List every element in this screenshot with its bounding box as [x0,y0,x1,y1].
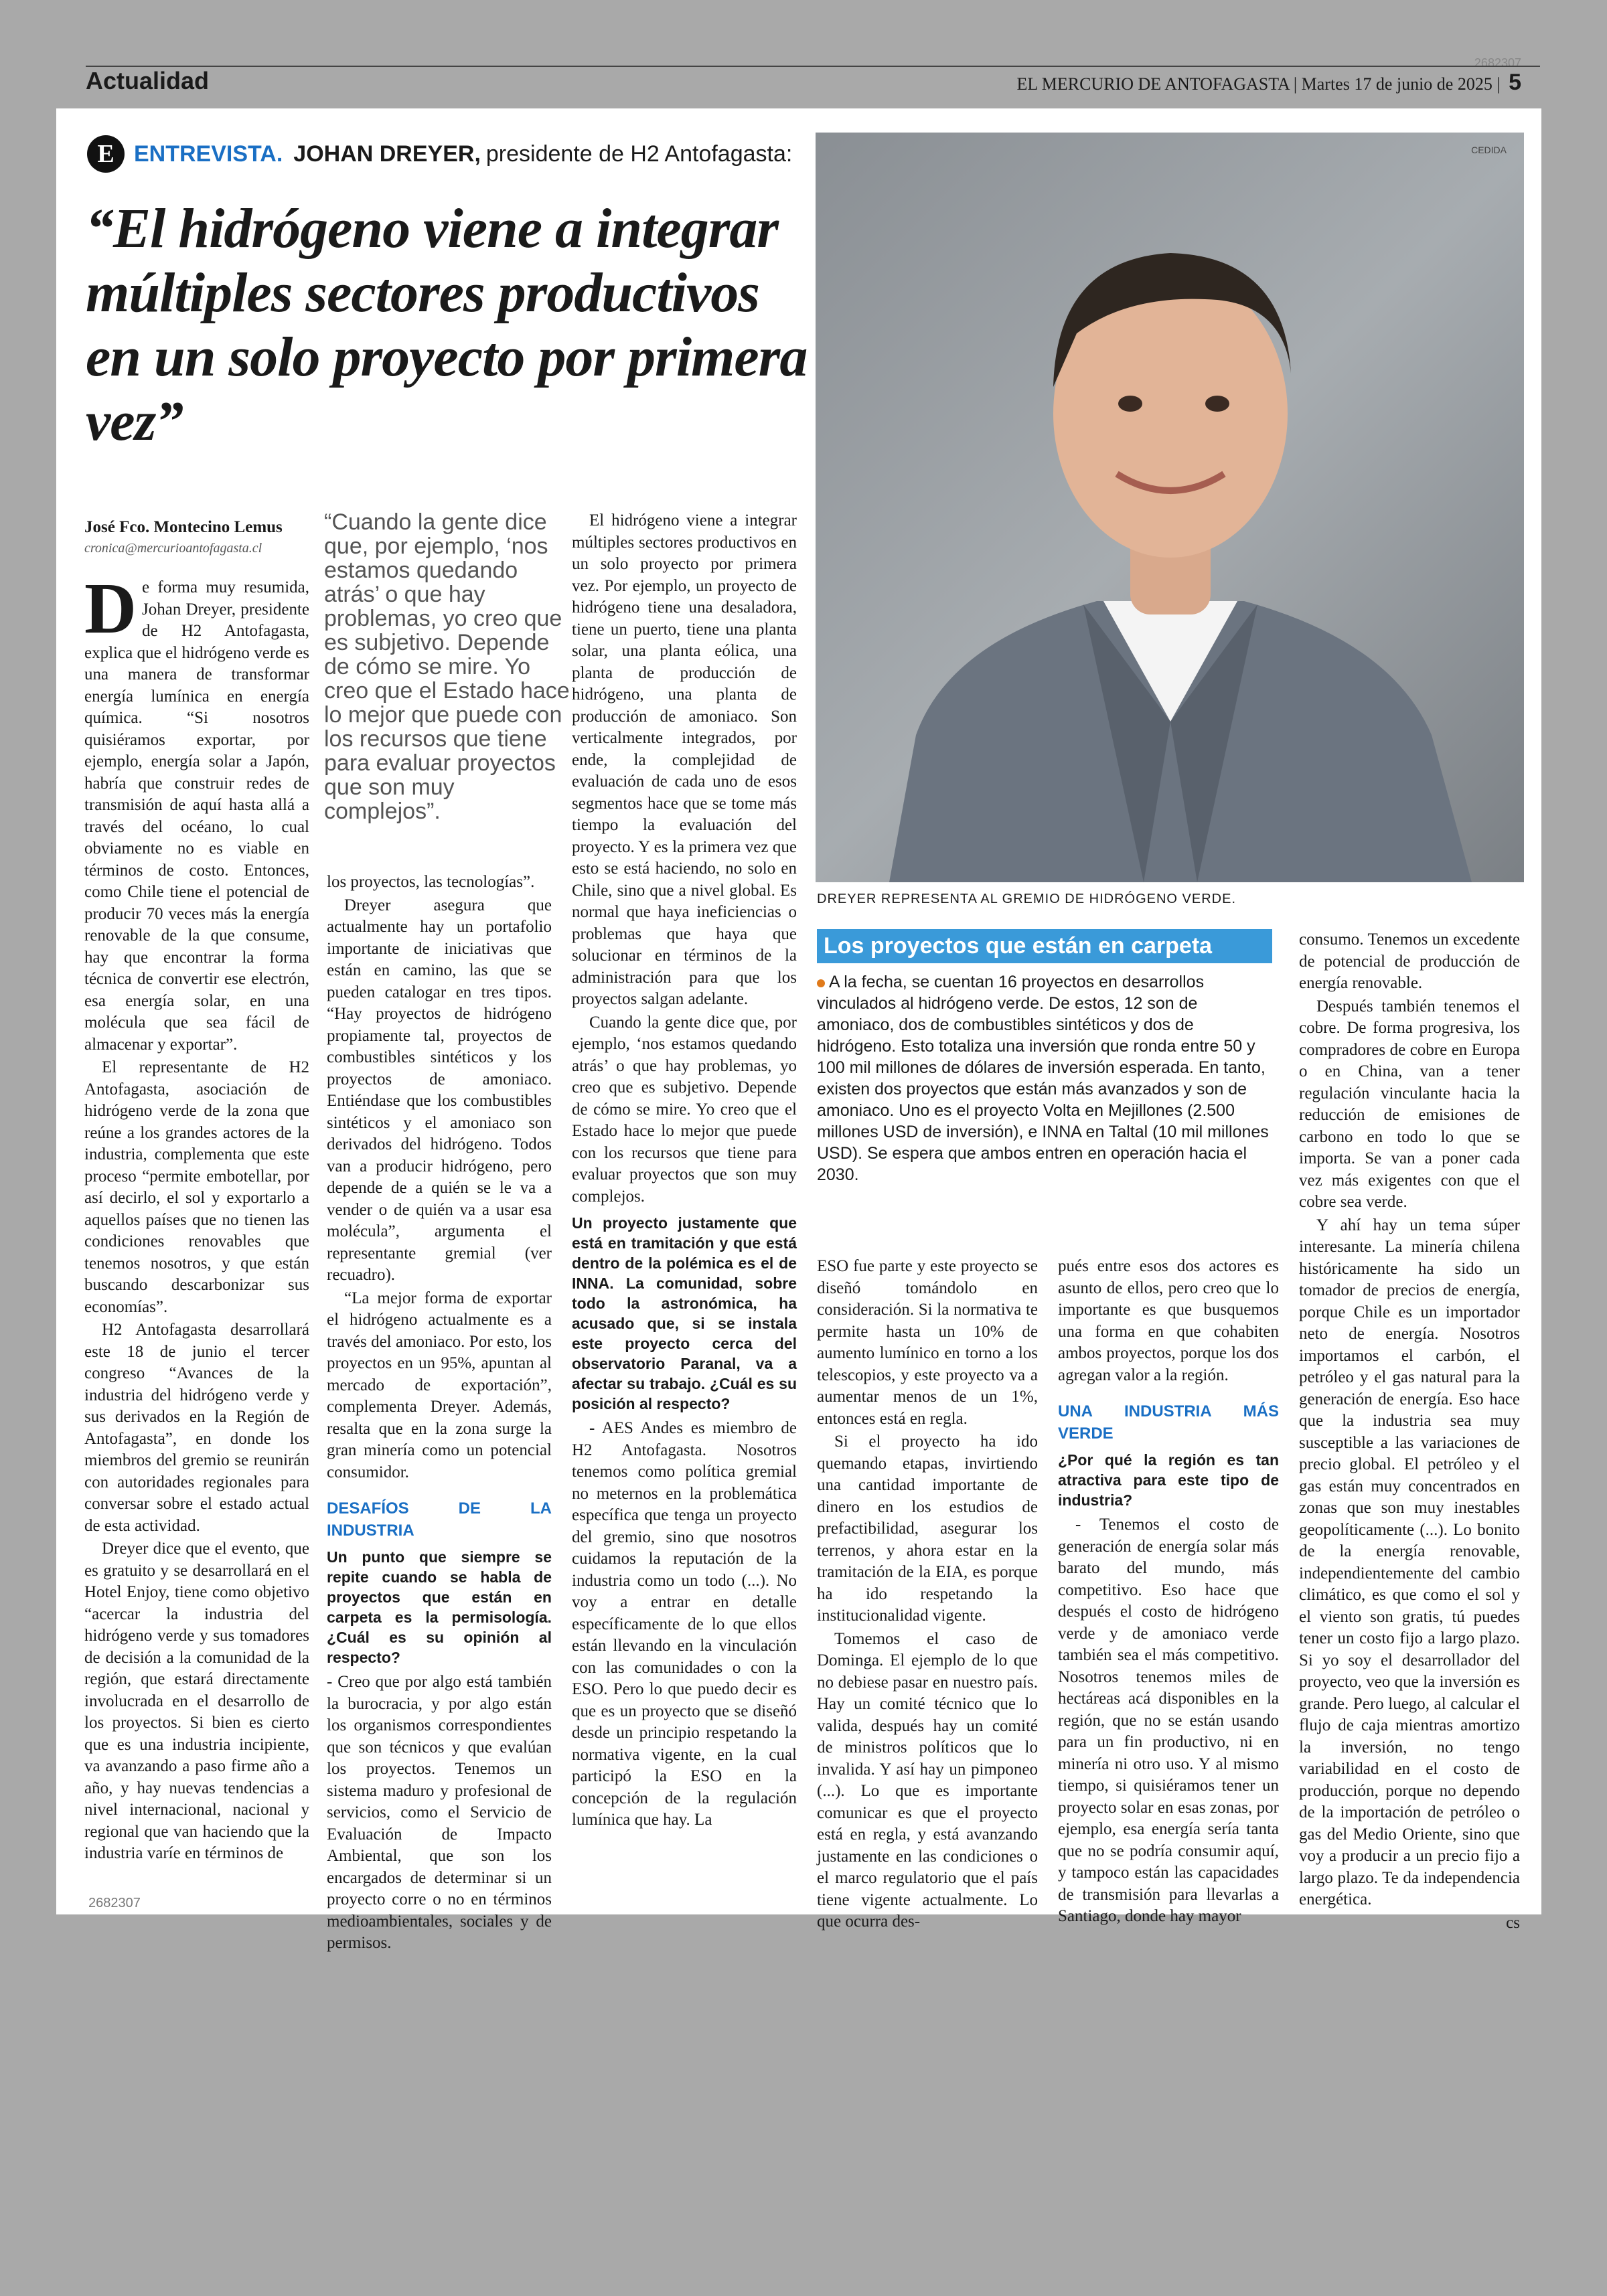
portrait-photo [816,133,1524,882]
photo-credit: CEDIDA [1471,145,1507,155]
portrait-illustration [816,133,1524,882]
paragraph: Dreyer asegura que actualmente hay un portafolio importante de iniciativas que están en camino, las que se pueden catalogar en tres tipos. “Hay proyectos de hidrógeno propiamente tal, proyectos de combustibles sintéticos y los proyectos de amoniaco. Entiéndase que los combustibles sintéticos y el amoniaco son derivados del hidrógeno. Todos van a producir hidrógeno, pero depende de a quién se le va a vender o de quién va a usar esa molécula”, argumenta el representante gremial (ver recuadro). [327,896,552,1284]
sidebar-box-title: Los proyectos que están en carpeta [817,929,1272,963]
paragraph: pués entre esos dos actores es asunto de ellos, pero creo que lo importante es que busquemos una forma en que cohabiten ambos proyectos, porque los dos agregan valor a la región. [1058,1257,1279,1384]
paragraph: Cuando la gente dice que, por ejemplo, ‘nos estamos quedando atrás’ o que hay problemas, yo creo que es subjetivo. Depende de cómo se mire. Yo creo que el Estado hace lo mejor que puede con los recursos que tiene para evaluar proyectos que son muy complejos. [572,1013,797,1206]
paragraph: Después también tenemos el cobre. De forma progresiva, los compradores de cobre en Europa o en China, van a tener regulación vinculante hacia la reducción de emisiones de carbono en todo lo que se importa. Se van a poner cada vez más exigentes con que el cobre sea verde. [1299,997,1520,1211]
column-3 [572,510,797,1833]
column-5 [1058,1256,1279,1929]
publication-date: Martes 17 de junio de 2025 [1301,74,1493,94]
interview-question: Un punto que siempre se repite cuando se habla de proyectos que están en carpeta es la permisología. ¿Cuál es su opinión al respecto? [327,1548,552,1666]
photo-caption: DREYER REPRESENTA AL GREMIO DE HIDRÓGENO VERDE. [817,892,1237,906]
interview-question: ¿Por qué la región es tan atractiva para este tipo de industria? [1058,1451,1279,1509]
author-name: José Fco. Montecino Lemus [84,518,283,536]
subheading: UNA INDUSTRIA MÁS VERDE [1058,1402,1279,1443]
kicker-role: presidente de H2 Antofagasta: [485,141,793,167]
footer-code: 2682307 [88,1896,141,1910]
paragraph: El hidrógeno viene a integrar múltiples sectores productivos en un solo proyecto por primera vez. Por ejemplo, un proyecto de hidrógeno tiene una desaladora, tiene un puerto, tiene una planta solar, una planta eólica, una planta de producción de hidrógeno, una planta de producción de amoniaco. Son verticalmente integrados, por ende, la complejidad de evaluación de cada uno de esos segmentos hace que se tome más tiempo la evaluación del proyecto. Y es la primera vez que esto se está haciendo, no solo en Chile, sino que a nivel global. Es normal que haya ineficiencias o problemas que haya que solucionar en términos de la administración para que los proyectos salgan adelante. [572,511,797,1008]
sidebar-box-text: A la fecha, se cuentan 16 proyectos en desarrollos vinculados al hidrógeno verde. De estos, 12 son de amoniaco, dos de combustibles sintéticos y dos de hidrógeno. Esto totaliza una inversión que ronda entre 50 y 100 mil millones de dólares de inversión esperada. En tanto, existen dos proyectos que están más avanzados y son de amoniaco. Uno es el proyecto Volta en Mejillones (2.500 millones USD de inversión), e INNA en Taltal (10 mil millones USD). Se espera que ambos entren en operación hacia el 2030. [817,973,1269,1184]
bullet-icon [817,979,825,987]
publication-name: EL MERCURIO DE ANTOFAGASTA [1016,74,1290,94]
paragraph: Y ahí hay un tema súper interesante. La minería chilena históricamente ha sido un tomador de precios de energía, porque Chile es un importador neto de energía. Nosotros importamos el carbón, el petróleo y el gas natural para la generación de energía. Eso hace que la industria sea muy susceptible a las variaciones de precio global. El petróleo y el gas están muy concentrados en zonas que son muy inestables geopolíticamente (...). Lo bonito de la energía renovable, independientemente del cambio climático, es que como el sol y el viento son gratis, tú puedes tener un costo fijo a largo plazo. Si yo soy el desarrollador del proyecto, veo que la inversión es grande. Pero luego, al calcular el flujo de caja mientras amortizo la inversión, no tengo variabilidad en el costo de producción, porque no dependo de la importación de petróleo o gas del Medio Oriente, sino que voy a producir a un precio fijo a largo plazo. Te da independencia energética. [1299,1216,1520,1908]
paragraph: consumo. Tenemos un excedente de potencial de producción de energía renovable. [1299,930,1520,992]
paragraph: los proyectos, las tecnologías”. [327,873,535,891]
header-rule [86,66,1540,67]
page-header-publication: EL MERCURIO DE ANTOFAGASTA | Martes 17 de junio de 2025 | 5 [1016,70,1521,95]
subheading: DESAFÍOS DE LA INDUSTRIA [327,1499,552,1540]
paragraph: - Tenemos el costo de generación de energía solar más barato del mundo, más competitivo. Eso hace que después el costo de hidrógeno verde y de amoniaco verde también sea el más competitivo. Nosotros tenemos miles de hectáreas acá disponibles en la región, que no se están usando para un fin productivo, ni en minería ni otro uso. Y al mismo tiempo, si quisiéramos tener un proyecto solar en esas zonas, por ejemplo, esa energía sería tanta que no se podría consumir aquí, y tampoco están las capacidades de transmisión para llevarlas a Santiago, donde hay mayor [1058,1515,1279,1925]
header-code: 2682307 [1474,56,1521,70]
column-2 [327,872,552,1956]
headline: “El hidrógeno viene a integrar múltiples sectores productivos en un solo proyecto por primera vez” [86,197,808,453]
paragraph: “La mejor forma de exportar el hidrógeno actualmente es a través del amoniaco. Por esto, los proyectos en un 95%, apuntan al mercado de exportación”, complementa Dreyer. Además, resalta que en la zona surge la gran minería como un potencial consumidor. [327,1289,552,1481]
newspaper-page [56,108,1541,1952]
paragraph: Tomemos el caso de Dominga. El ejemplo de lo que no debiese pasar en nuestro país. Hay un comité técnico que lo valida, después hay un comité de ministros políticos que lo invalida. Y así hay un pimponeo (...). Lo que es importante comunicar es que el proyecto está en regla, y está avanzando justamente en las condiciones o el marco regulatorio que el país tiene vigente actualmente. Lo que ocurra des- [817,1629,1038,1931]
page-number: 5 [1509,70,1521,95]
page-header-section: Actualidad [86,67,210,94]
paragraph: e forma muy resumida, Johan Dreyer, presidente de H2 Antofagasta, explica que el hidrógeno verde es una manera de transformar energía lumínica en energía química. “Si nosotros quisiéramos exportar, por ejemplo, energía solar a Japón, habría que construir redes de transmisión de aquí hasta allá a través del océano, lo cual obviamente no es viable en términos de costo. Entonces, como Chile tiene el potencial de producir 70 veces más la energía renovable de la que consume, hay que encontrar la forma técnica de convertir ese electrón, esa energía solar, en una molécula que sea fácil de almacenar y exportar”. [84,578,309,1054]
column-6 [1299,929,1520,1935]
paragraph: - Creo que por algo está también la burocracia, y por algo están los organismos correspondientes que son técnicos y que evalúan los proyectos. Tenemos un sistema maduro y profesional de servicios, como el Servicio de Evaluación de Impacto Ambiental, que son los encargados de determinar si un proyecto corre o no en términos medioambientales, sociales y de permisos. [327,1673,552,1952]
author-email: cronica@mercurioantofagasta.cl [84,541,262,556]
column-4 [817,1256,1038,1935]
drop-cap: D [84,569,137,649]
kicker-name: JOHAN DREYER, [293,141,481,167]
paragraph: Si el proyecto ha ido quemando etapas, invirtiendo una cantidad importante de dinero en los estudios de prefactibilidad, asegurar los terrenos, y ahora estar en la tramitación de la EIA, es porque ha ido respetando la institucionalidad vigente. [817,1432,1038,1625]
column-1 [84,569,309,1866]
paragraph: - AES Andes es miembro de H2 Antofagasta. Nosotros tenemos como política gremial no meternos en la problemática específica que tenga un proyecto del gremio, sino que nosotros cuidamos la reputación de la industria como un todo (...). No voy a entrar en detalle específicamente de lo que ellos están llevando en la vinculación con las comunidades o con la ESO. Pero lo que puedo decir es que es un proyecto que se diseñó desde un principio respetando la normativa vigente, en la cual participó la ESO en la concepción de la regulación lumínica que hay. La [572,1419,797,1829]
pull-quote: “Cuando la gente dice que, por ejemplo, ‘nos estamos quedando atrás’ o que hay problemas, yo creo que es subjetivo. Depende de cómo se mire. Yo creo que el Estado hace lo mejor que puede con los recursos que tiene para evaluar proyectos que son muy complejos”. [324,509,570,824]
article-kicker [87,135,792,173]
byline [84,518,339,556]
interview-badge-icon: E [87,135,125,173]
end-mark: cs [1506,1913,1520,1932]
paragraph: El representante de H2 Antofagasta, asociación de hidrógeno verde de la zona que reúne a los grandes actores de la industria, complementa que este proceso “permite embotellar, por así decirlo, el sol y exportarlo a aquellos países que no tienen las condiciones renovables que tenemos nosotros, y que están buscando descarbonizar sus economías”. [84,1058,309,1316]
paragraph: Dreyer dice que el evento, que es gratuito y se desarrollará en el Hotel Enjoy, tiene como objetivo “acercar la industria del hidrógeno verde y sus tomadores de decisión a la comunidad de la región, que estará directamente involucrada en el desarrollo de los proyectos. Si bien es cierto que es una industria incipiente, va avanzando a paso firme año a año, y hay nuevas tendencias a nivel internacional, nacional y regional que van haciendo que la industria varíe en términos de [84,1540,309,1862]
interview-question: Un proyecto justamente que está en tramitación y que está dentro de la polémica es el de INNA. La comunidad, sobre todo la astronómica, ha acusado que, si se instala este proyecto cerca del observatorio Paranal, va a afectar su trabajo. ¿Cuál es su posición al respecto? [572,1214,797,1412]
sidebar-box [817,929,1272,1185]
kicker-label: ENTREVISTA. [134,141,283,167]
paragraph: H2 Antofagasta desarrollará este 18 de junio el tercer congreso “Avances de la industria del hidrógeno verde y sus derivados en la Región de Antofagasta”, en donde los miembros del gremio se reunirán con autoridades regionales para conversar sobre el estado actual de esta actividad. [84,1321,309,1535]
paragraph: ESO fue parte y este proyecto se diseñó tomándolo en consideración. Si la normativa te permite hasta un 10% de aumento lumínico en torno a los telescopios, y este proyecto va a aumentar menos de un 1%, entonces está en regla. [817,1257,1038,1428]
